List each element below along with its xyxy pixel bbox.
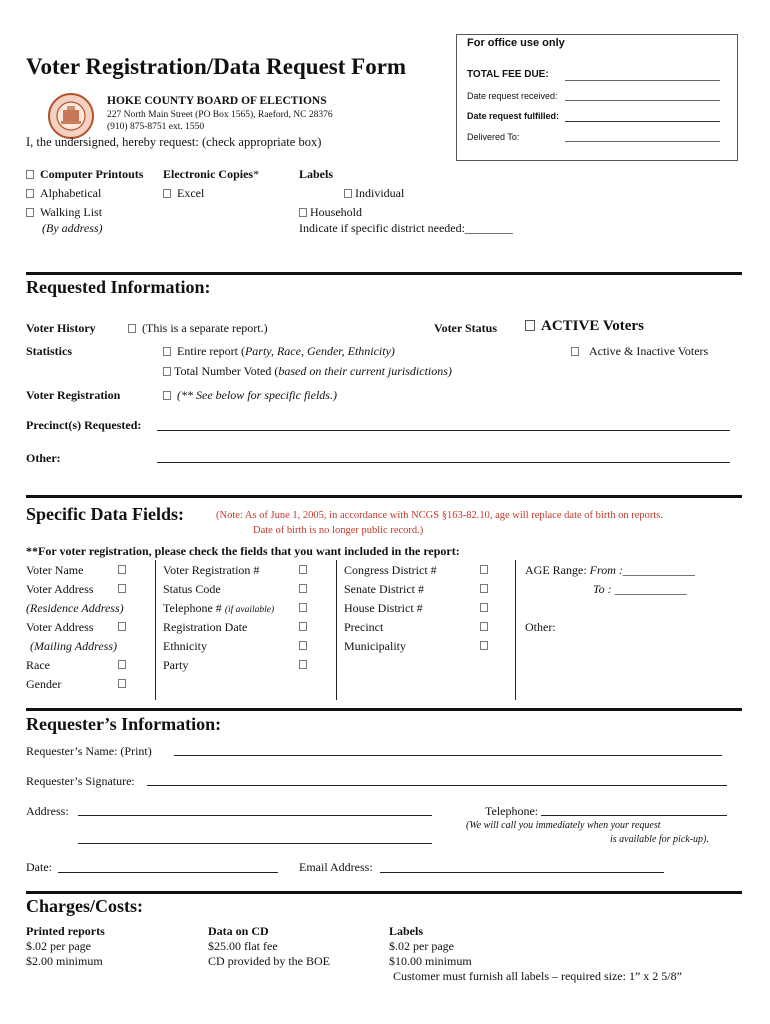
other-input[interactable] [157, 462, 730, 463]
requester-signature-input[interactable] [147, 785, 727, 786]
board-name: HOKE COUNTY BOARD OF ELECTIONS [107, 95, 327, 107]
board-address: 227 North Main Street (PO Box 1565), Raeford, NC 28376 [107, 110, 333, 120]
printed-reports-minimum: $2.00 minimum [26, 954, 103, 968]
total-voted-option[interactable]: Total Number Voted (based on their current jurisdictions) [163, 364, 452, 379]
voter-history-option[interactable]: (This is a separate report.) [128, 321, 268, 336]
entire-report-option[interactable]: Entire report (Party, Race, Gender, Ethnicity) [163, 344, 395, 359]
date-fulfilled-label: Date request fulfilled: [467, 111, 560, 121]
walking-list-option[interactable]: Walking List [26, 205, 102, 220]
call-note-line1: (We will call you immediately when your request [466, 820, 661, 831]
checkbox[interactable] [163, 391, 171, 400]
section-divider [26, 495, 742, 498]
dob-note-line2: Date of birth is no longer public record.) [253, 525, 424, 536]
labels-cost-rate: $.02 per page [389, 939, 454, 953]
telephone-label: Telephone: [485, 804, 539, 818]
printed-reports-title: Printed reports [26, 924, 105, 938]
address-input-line2[interactable] [78, 843, 432, 844]
date-received-label: Date request received: [467, 91, 558, 101]
labels-cost-requirement: Customer must furnish all labels – required size: 1” x 2 5/8” [393, 969, 682, 983]
district-needed[interactable]: Indicate if specific district needed:________ [299, 221, 513, 235]
field-congress-district: Congress District # [344, 563, 437, 577]
checkbox[interactable] [26, 208, 34, 217]
field-voter-registration-number-checkbox[interactable] [299, 565, 307, 574]
field-mailing-address: (Mailing Address) [30, 639, 117, 653]
field-registration-date-checkbox[interactable] [299, 622, 307, 631]
cd-title: Data on CD [208, 924, 269, 938]
field-ethnicity-checkbox[interactable] [299, 641, 307, 650]
active-inactive-option[interactable]: Active & Inactive Voters [571, 344, 708, 359]
field-voter-name-checkbox[interactable] [118, 565, 126, 574]
address-input-line1[interactable] [78, 815, 432, 816]
field-registration-date: Registration Date [163, 620, 248, 634]
field-party: Party [163, 658, 189, 672]
cd-provided: CD provided by the BOE [208, 954, 330, 968]
fields-other-label: Other: [525, 620, 556, 634]
section-divider [26, 891, 742, 894]
active-voters-option[interactable]: ACTIVE Voters [525, 318, 644, 335]
requester-info-heading: Requester’s Information: [26, 714, 222, 734]
field-race: Race [26, 658, 50, 672]
checkbox[interactable] [163, 367, 171, 376]
field-house-district-checkbox[interactable] [480, 603, 488, 612]
board-phone: (910) 875-8751 ext. 1550 [107, 122, 205, 132]
precincts-input[interactable] [157, 430, 730, 431]
call-note-line2: is available for pick-up). [610, 834, 709, 845]
field-residence-address: (Residence Address) [26, 601, 124, 615]
section-divider [26, 708, 742, 711]
field-municipality: Municipality [344, 639, 406, 653]
delivered-to-label: Delivered To: [467, 132, 520, 142]
age-range-from[interactable]: AGE Range: From :____________ [525, 563, 695, 577]
checkbox[interactable] [299, 208, 307, 217]
other-label: Other: [26, 451, 61, 465]
individual-option[interactable]: Individual [344, 186, 404, 201]
field-race-checkbox[interactable] [118, 660, 126, 669]
voter-registration-option[interactable]: (** See below for specific fields.) [163, 388, 337, 403]
email-input[interactable] [380, 872, 664, 873]
checkbox[interactable] [344, 189, 352, 198]
office-use-title: For office use only [467, 37, 565, 49]
specific-fields-heading: Specific Data Fields: [26, 504, 184, 524]
column-divider [336, 560, 337, 700]
field-gender: Gender [26, 677, 62, 691]
email-label: Email Address: [299, 860, 373, 874]
field-status-code: Status Code [163, 582, 221, 596]
charges-heading: Charges/Costs: [26, 896, 143, 916]
precincts-label: Precinct(s) Requested: [26, 418, 142, 432]
excel-option[interactable]: Excel [163, 186, 204, 201]
field-voter-name: Voter Name [26, 563, 84, 577]
total-fee-line[interactable] [565, 80, 720, 81]
field-voter-registration-number: Voter Registration # [163, 563, 260, 577]
voter-history-label: Voter History [26, 321, 96, 335]
field-senate-district-checkbox[interactable] [480, 584, 488, 593]
field-voter-mailing-checkbox[interactable] [118, 622, 126, 631]
checkbox[interactable] [26, 189, 34, 198]
column-divider [155, 560, 156, 700]
requester-name-label: Requester’s Name: (Print) [26, 744, 152, 758]
request-instruction: I, the undersigned, hereby request: (check appropriate box) [26, 135, 322, 149]
date-label: Date: [26, 860, 52, 874]
field-voter-mailing-address: Voter Address [26, 620, 94, 634]
field-senate-district: Senate District # [344, 582, 424, 596]
dob-note-line1: (Note: As of June 1, 2005, in accordance with NCGS §163-82.10, age will replace date of birth on reports. [216, 510, 664, 521]
statistics-label: Statistics [26, 344, 72, 358]
voter-registration-label: Voter Registration [26, 388, 121, 402]
field-voter-address: Voter Address [26, 582, 94, 596]
printed-reports-rate: $.02 per page [26, 939, 91, 953]
address-label: Address: [26, 804, 69, 818]
page-title: Voter Registration/Data Request Form [26, 54, 407, 79]
requester-name-input[interactable] [174, 755, 722, 756]
computer-printouts-option[interactable]: Computer Printouts [26, 167, 143, 182]
checkbox[interactable] [163, 189, 171, 198]
column-divider [515, 560, 516, 700]
checkbox[interactable] [525, 320, 535, 331]
requested-info-heading: Requested Information: [26, 277, 211, 297]
field-voter-address-checkbox[interactable] [118, 584, 126, 593]
checkbox[interactable] [163, 347, 171, 356]
labels-cost-title: Labels [389, 924, 424, 938]
date-fulfilled-line[interactable] [565, 121, 720, 122]
field-congress-district-checkbox[interactable] [480, 565, 488, 574]
household-option[interactable]: Household [299, 205, 362, 220]
voter-status-label: Voter Status [434, 321, 498, 335]
office-use-box [456, 34, 738, 161]
field-party-checkbox[interactable] [299, 660, 307, 669]
field-ethnicity: Ethnicity [163, 639, 207, 653]
field-telephone: Telephone # (if available) [163, 601, 275, 615]
by-address-note: (By address) [42, 221, 103, 235]
cd-rate: $25.00 flat fee [208, 939, 278, 953]
field-gender-checkbox[interactable] [118, 679, 126, 688]
requester-signature-label: Requester’s Signature: [26, 774, 135, 788]
checkbox[interactable] [128, 324, 136, 333]
fields-instruction: **For voter registration, please check the fields that you want included in the report: [26, 544, 460, 558]
electronic-copies-label: Electronic Copies* [163, 167, 260, 181]
field-municipality-checkbox[interactable] [480, 641, 488, 650]
telephone-input[interactable] [541, 815, 727, 816]
section-divider [26, 272, 742, 275]
county-seal [48, 93, 94, 139]
field-precinct-checkbox[interactable] [480, 622, 488, 631]
date-input[interactable] [58, 872, 278, 873]
checkbox[interactable] [571, 347, 579, 356]
total-fee-label: TOTAL FEE DUE: [467, 69, 549, 80]
delivered-to-line[interactable] [565, 141, 720, 142]
field-precinct: Precinct [344, 620, 384, 634]
labels-label: Labels [299, 167, 334, 181]
field-house-district: House District # [344, 601, 423, 615]
field-telephone-checkbox[interactable] [299, 603, 307, 612]
date-received-line[interactable] [565, 100, 720, 101]
alphabetical-option[interactable]: Alphabetical [26, 186, 101, 201]
checkbox[interactable] [26, 170, 34, 179]
field-status-code-checkbox[interactable] [299, 584, 307, 593]
age-range-to[interactable]: To : ____________ [593, 582, 687, 596]
labels-cost-minimum: $10.00 minimum [389, 954, 472, 968]
